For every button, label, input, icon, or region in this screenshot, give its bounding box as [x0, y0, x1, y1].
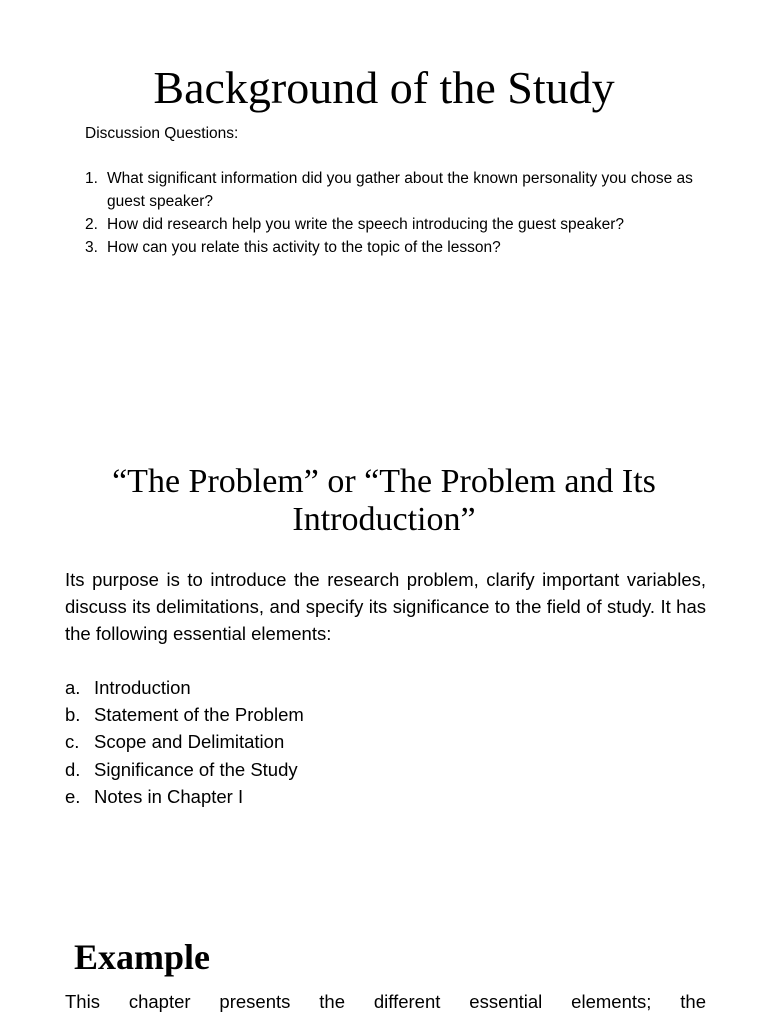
title-line-1: “The Problem” or “The Problem and Its: [112, 463, 656, 500]
title-line-2: Introduction”: [292, 501, 476, 538]
list-letter: d.: [65, 758, 81, 780]
list-item: [65, 728, 705, 755]
example-paragraph: This chapter presents the different essential elements; the: [65, 991, 706, 1012]
list-item: [65, 783, 705, 810]
slide-title: Background of the Study: [153, 62, 615, 113]
essential-elements-list: [65, 674, 705, 810]
discussion-questions-heading: Discussion Questions:: [85, 125, 239, 142]
list-letter: c.: [65, 731, 80, 753]
list-item: [85, 213, 725, 236]
list-number: 1.: [85, 170, 98, 187]
question-text: What significant information did you gather about the known personality you chose as guest speaker?: [107, 170, 693, 210]
element-text: Significance of the Study: [94, 758, 298, 780]
purpose-paragraph: Its purpose is to introduce the research problem, clarify important variables, discuss its delimitations, and specify its significance to the field of study. It has the following essential elements:: [65, 569, 706, 644]
element-text: Notes in Chapter I: [94, 785, 244, 807]
element-text: Introduction: [94, 677, 191, 698]
list-number: 3.: [85, 239, 98, 256]
list-item: [65, 756, 705, 783]
list-letter: b.: [65, 704, 81, 726]
element-text: Statement of the Problem: [94, 704, 304, 726]
list-item: [85, 167, 725, 213]
list-number: 2.: [85, 216, 98, 233]
question-text: How did research help you write the speech introducing the guest speaker?: [107, 216, 624, 233]
list-item: [85, 236, 725, 259]
slide-title: Example: [74, 937, 211, 977]
question-text: How can you relate this activity to the topic of the lesson?: [107, 239, 501, 256]
slide-title: [0, 463, 768, 539]
list-item: [65, 674, 705, 701]
discussion-questions-list: [85, 167, 725, 259]
list-letter: a.: [65, 677, 81, 698]
list-item: [65, 701, 705, 728]
list-letter: e.: [65, 785, 81, 807]
element-text: Scope and Delimitation: [94, 731, 285, 753]
